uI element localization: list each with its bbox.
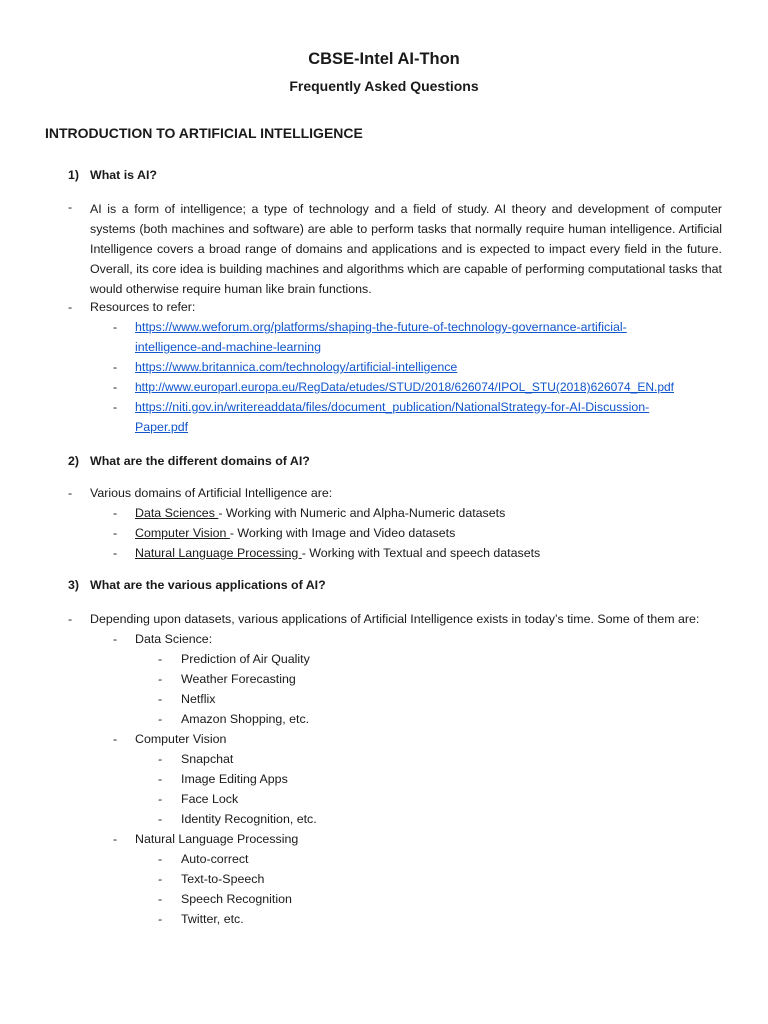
domain-name: Natural Language Processing [135,546,302,560]
document-subtitle: Frequently Asked Questions [289,78,479,94]
bullet-dash: - [158,812,163,826]
bullet-dash: - [113,506,118,520]
domain-item [135,546,540,560]
bullet-dash: - [68,200,73,214]
application-item: Weather Forecasting [181,672,296,686]
question-number: 2) [68,454,80,468]
application-item: Netflix [181,692,216,706]
question-2 [68,454,310,468]
bullet-dash: - [158,892,163,906]
application-item: Amazon Shopping, etc. [181,712,310,726]
application-item: Auto-correct [181,852,249,866]
question-number: 1) [68,168,80,182]
application-group: Computer Vision [135,732,227,746]
resource-link-continued[interactable]: Paper.pdf [135,420,189,434]
bullet-dash: - [68,300,73,314]
question-1 [68,168,157,182]
bullet-dash: - [158,652,163,666]
bullet-dash: - [113,546,118,560]
domain-name: Data Sciences [135,506,219,520]
question-3 [68,578,326,592]
domain-desc: - Working with Numeric and Alpha-Numeric datasets [218,506,506,520]
bullet-dash: - [68,612,73,626]
bullet-dash: - [158,752,163,766]
application-item: Snapchat [181,752,234,766]
bullet-dash: - [158,712,163,726]
bullet-dash: - [158,912,163,926]
question-text: What is AI? [90,168,157,182]
domain-desc: - Working with Textual and speech datasets [301,546,541,560]
answer-paragraph: AI is a form of intelligence; a type of technology and a field of study. AI theory and development of computer systems (both machines and software) are able to perform tasks that normally require human intelligence. Artificial Intelligence covers a broad range of domains and applications and is expected to impact every field in the future. Overall, its core idea is building machines and algorithms which are capable of performing computational tasks that would otherwise require human like brain functions. [90,202,722,296]
bullet-dash: - [68,486,73,500]
bullet-dash: - [158,872,163,886]
bullet-dash: - [113,400,118,414]
document-title: CBSE-Intel AI-Thon [308,50,460,68]
bullet-dash: - [158,792,163,806]
bullet-dash: - [113,360,118,374]
domain-item [135,526,455,540]
domains-intro: Various domains of Artificial Intelligence are: [90,486,333,500]
question-number: 3) [68,578,80,592]
application-item: Twitter, etc. [181,912,244,926]
bullet-dash: - [113,526,118,540]
domain-desc: - Working with Image and Video datasets [229,526,456,540]
applications-intro: Depending upon datasets, various applications of Artificial Intelligence exists in today’s time. Some of them are: [90,612,700,626]
bullet-dash: - [113,632,118,646]
question-text: What are the various applications of AI? [90,578,326,592]
domain-item [135,506,505,520]
resource-link[interactable]: https://www.britannica.com/technology/artificial-intelligence [135,360,458,374]
bullet-dash: - [158,692,163,706]
bullet-dash: - [113,732,118,746]
application-group: Data Science: [135,632,213,646]
question-text: What are the different domains of AI? [90,454,310,468]
resource-link-continued[interactable]: intelligence-and-machine-learning [135,340,321,354]
section-heading: INTRODUCTION TO ARTIFICIAL INTELLIGENCE [45,125,363,141]
application-group: Natural Language Processing [135,832,299,846]
bullet-dash: - [158,852,163,866]
application-item: Image Editing Apps [181,772,288,786]
bullet-dash: - [113,380,118,394]
bullet-dash: - [158,772,163,786]
application-item: Prediction of Air Quality [181,652,310,666]
resource-link[interactable]: https://www.weforum.org/platforms/shaping-the-future-of-technology-governance-artificial- [135,320,627,334]
bullet-dash: - [113,832,118,846]
bullet-dash: - [113,320,118,334]
application-item: Identity Recognition, etc. [181,812,317,826]
application-item: Face Lock [181,792,239,806]
resource-link[interactable]: http://www.europarl.europa.eu/RegData/etudes/STUD/2018/626074/IPOL_STU(2018)626074_EN.pdf [135,380,675,394]
resource-link[interactable]: https://niti.gov.in/writereaddata/files/document_publication/NationalStrategy-for-AI-Discussion- [135,400,650,414]
application-item: Text-to-Speech [181,872,265,886]
application-item: Speech Recognition [181,892,292,906]
resources-label: Resources to refer: [90,300,196,314]
domain-name: Computer Vision [135,526,230,540]
bullet-dash: - [158,672,163,686]
